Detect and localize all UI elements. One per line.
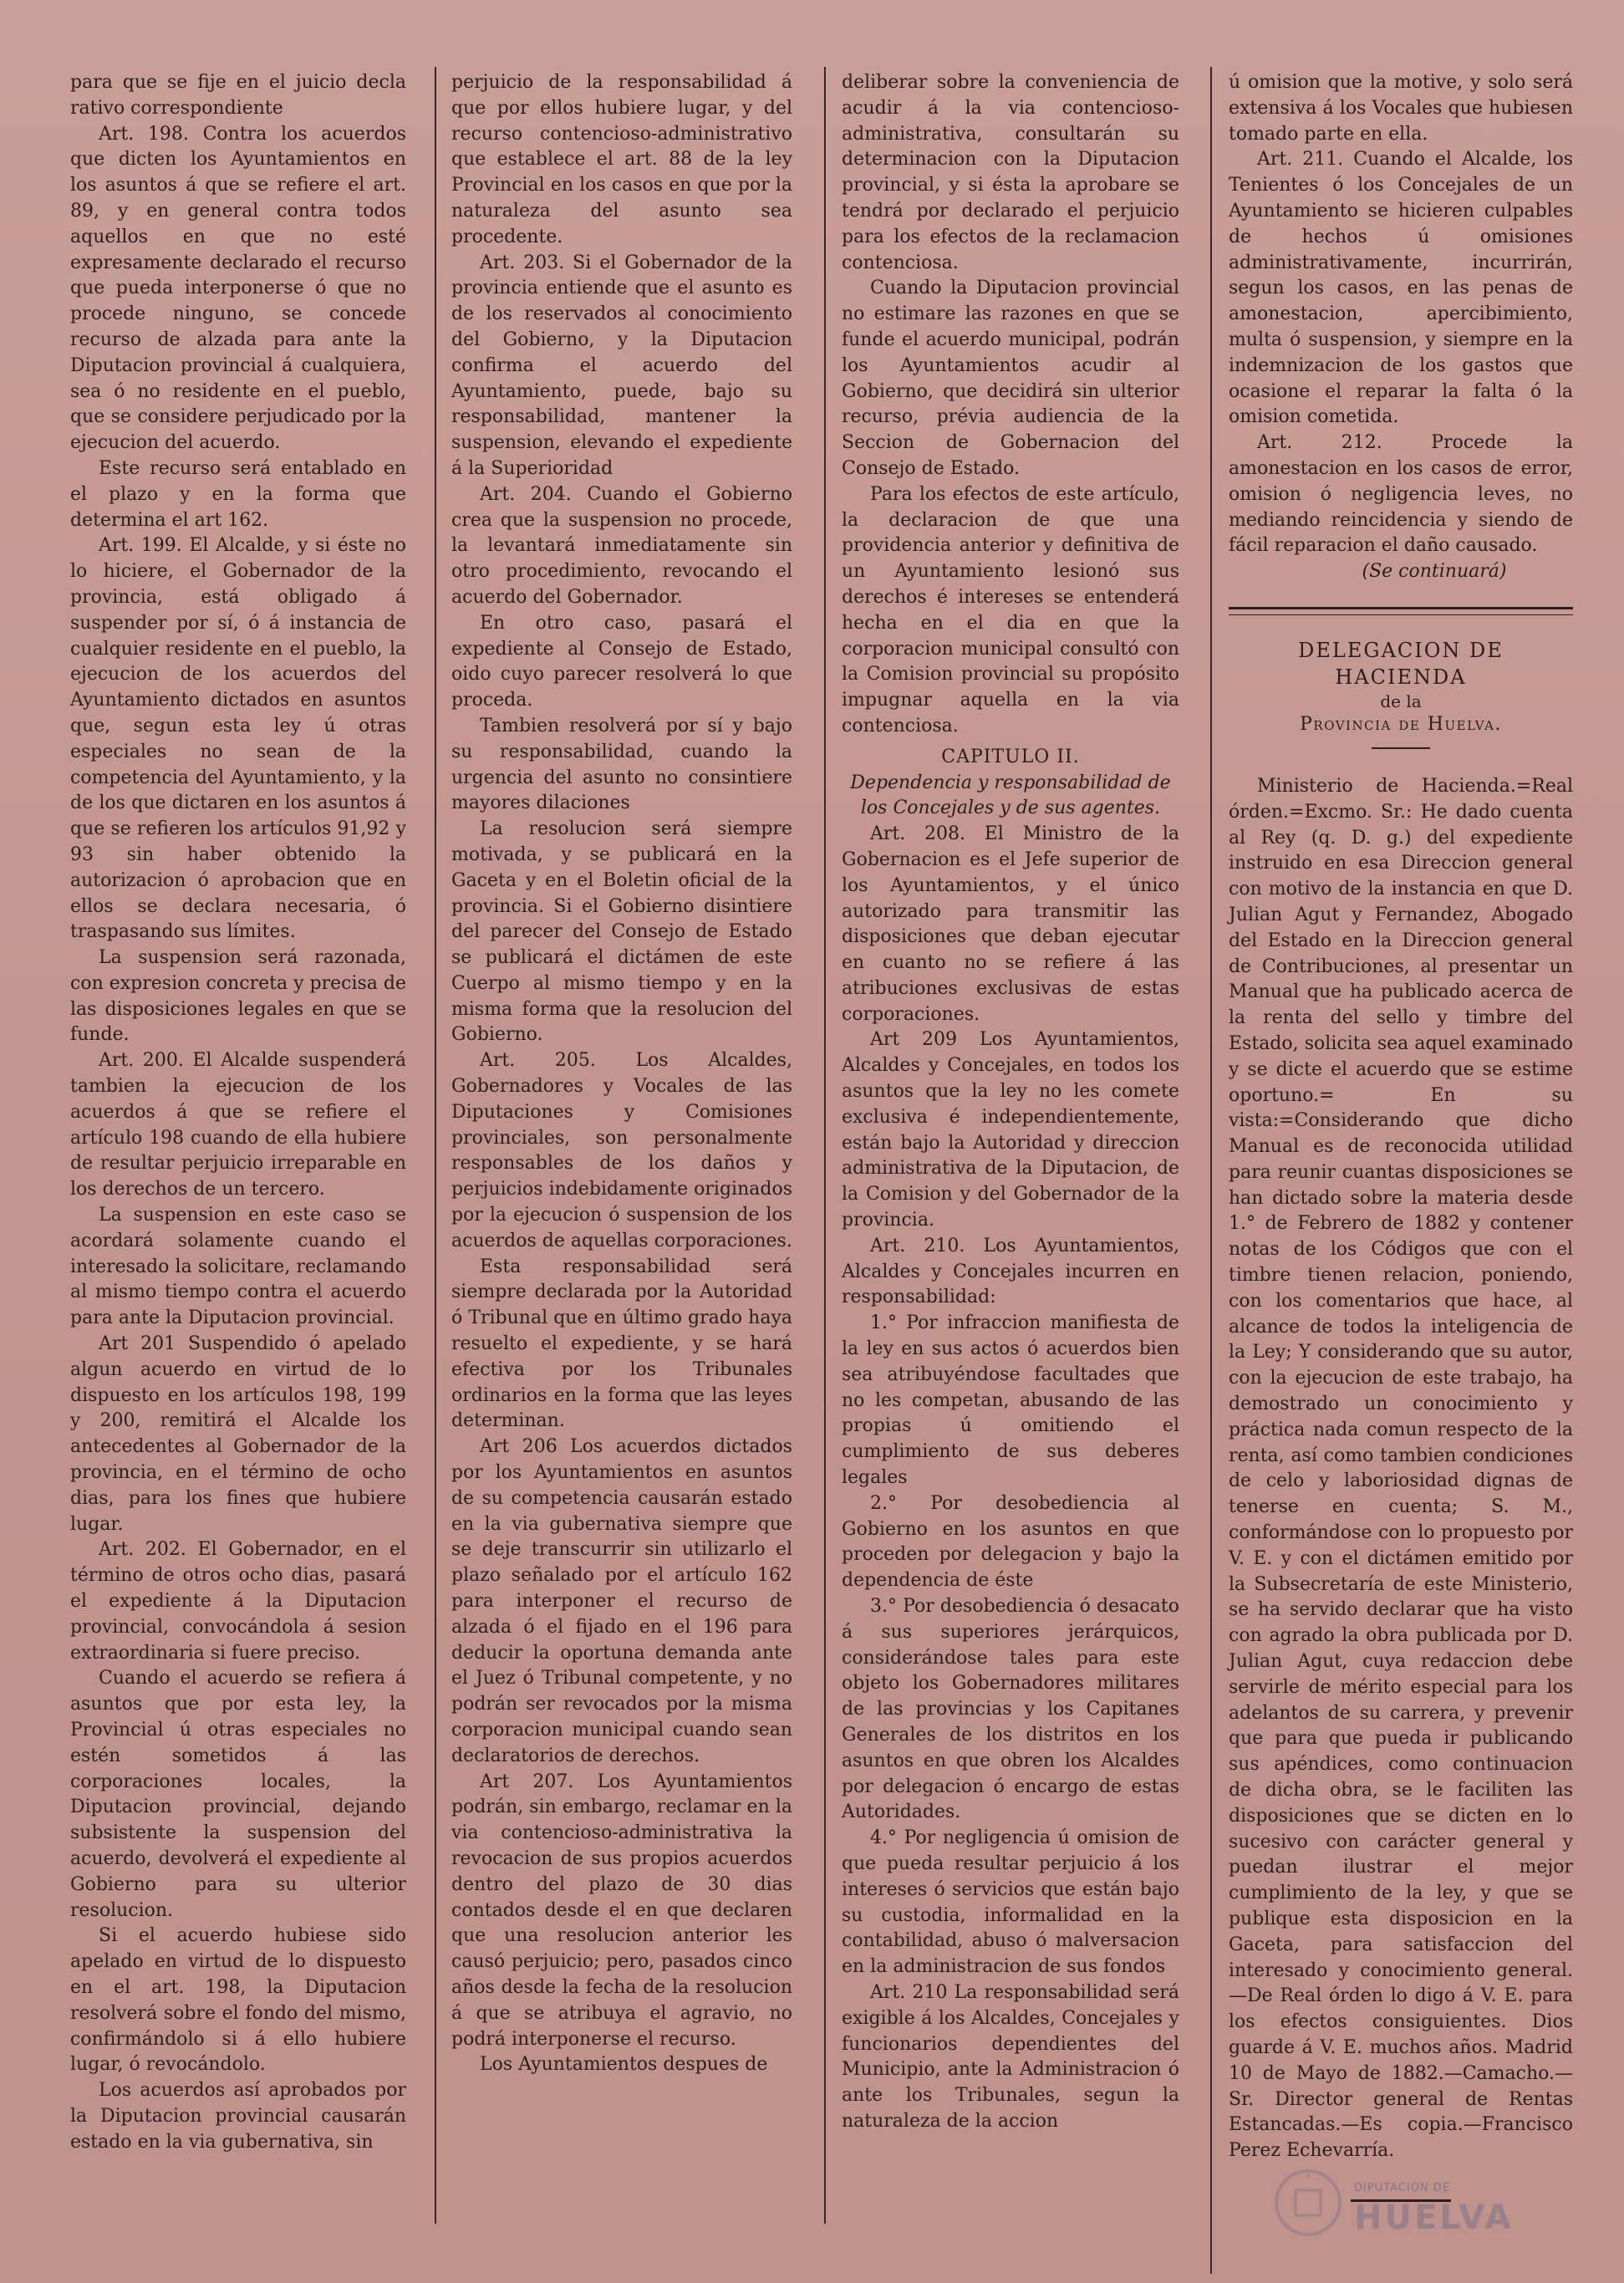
text-column-2 xyxy=(451,70,792,2078)
paragraph-art-207: Art 207. Los Ayuntamientos podrán, sin embargo, reclamar en la via contencioso-administrativa la revocacion de sus propios acuerdos dentro del plazo de 30 dias contados desde el en que declaren que una resolucion anterior les causó perjuicio; pero, pasados cinco años desde la fecha de la resolucion á que se atribuya el agravio, no podrá interponerse el recurso. xyxy=(451,1771,792,2050)
column-rule xyxy=(435,67,436,2224)
watermark-big-text: HUELVA xyxy=(1354,2199,1514,2237)
paragraph: Los acuerdos así aprobados por la Diputacion provincial causarán estado en la via gubernativa, sin xyxy=(70,2080,406,2153)
continued-note: (Se continuará) xyxy=(1362,561,1507,583)
paragraph: deliberar sobre la conveniencia de acudir á la via contencioso-administrativa, consultarán su determinacion con la Diputacion provincial, y si ésta la aprobare se tendrá por declarado el perjuicio para los efectos de la reclamacion contenciosa. xyxy=(842,72,1179,273)
paragraph: La suspension será razonada, con expresion concreta y precisa de las disposiciones legales en que se funde. xyxy=(70,947,406,1046)
paragraph: Cuando el acuerdo se refiera á asuntos que por esta ley, la Provincial ú otras especiales no estén sometidos á las corporaciones locales, la Diputacion provincial, dejando subsistente la suspension del acuerdo, devolverá el expediente al Gobierno para su ulterior resolucion. xyxy=(70,1668,406,1921)
chapter-subtitle: Dependencia y responsabilidad de los Concejales y de sus agentes. xyxy=(850,772,1171,819)
paragraph-item-3: 3.° Por desobediencia ó desacato á sus superiores jerárquicos, considerándose tales para este objeto los Gobernadores militares de las provincias y los Capitanes Generales de los distritos en los asuntos en que obren los Alcaldes por delegacion ó encargo de estas Autoridades. xyxy=(842,1596,1179,1823)
section-province: Provincia de Huelva. xyxy=(1300,713,1502,735)
paragraph-art-210: Art. 210. Los Ayuntamientos, Alcaldes y Concejales incurren en responsabilidad: xyxy=(842,1235,1179,1308)
paragraph: Tambien resolverá por sí y bajo su responsabilidad, cuando la urgencia del asunto no consintiere mayores dilaciones xyxy=(451,715,792,814)
section-divider xyxy=(1229,607,1573,615)
paragraph: En otro caso, pasará el expediente al Consejo de Estado, oido cuyo parecer resolverá lo que proceda. xyxy=(451,612,792,711)
short-rule xyxy=(1372,747,1430,749)
column-rule xyxy=(824,67,826,2224)
paragraph: para que se fije en el juicio decla rativo correspondiente xyxy=(70,72,406,119)
paragraph: Los Ayuntamientos despues de xyxy=(480,2054,768,2076)
paragraph-item-2: 2.° Por desobediencia al Gobierno en los asuntos en que proceden por delegacion y bajo la dependencia de éste xyxy=(842,1492,1179,1592)
paragraph-item-1: 1.° Por infraccion manifiesta de la ley en sus actos ó acuerdos bien sea atribuyéndose facultades que no les competan, abusando de las propias ú omitiendo el cumplimiento de sus deberes legales xyxy=(842,1312,1179,1489)
paragraph-real-orden: Ministerio de Hacienda.=Real órden.=Excmo. Sr.: He dado cuenta al Rey (q. D. g.) del expediente instruido en esa Direccion general con motivo de la instancia en que D. Julian Agut y Fernandez, Abogado del Estado en la Direccion general de Contribuciones, al presentar un Manual que ha publicado acerca de la renta del sello y timbre del Estado, solicita sea aquel examinado y se dicte el acuerdo que se estime oportuno.= En su vista:=Considerando que dicho Manual es de reconocida utilidad para reunir cuantas disposiciones se han dictado sobre la materia desde 1.° de Febrero de 1882 y contener notas de los Códigos que con el timbre tienen relacion, poniendo, con los comentarios que hace, al alcance de todos la inteligencia de la Ley; Y considerando que su autor, con la ejecucion de este trabajo, ha demostrado un conocimiento y práctica nada comun respecto de la renta, así como tambien condiciones de celo y laboriosidad dignas de tenerse en cuenta; S. M., conformándose con lo propuesto por V. E. y con el dictámen emitido por la Subsecretaría de este Ministerio, se ha servido declarar que ha visto con agrado la obra publicada por D. Julian Agut, cuya redaccion debe servirle de mérito especial para los adelantos de su carrera, y prevenir que para que pueda ir publicando sus apéndices, como continuacion de dicha obra, se le faciliten las disposiciones que se dicten en lo sucesivo con carácter general y puedan ilustrar el mejor cumplimiento de la ley, y que se publique esta disposicion en la Gaceta, para satisfaccion del interesado y conocimiento general.—De Real órden lo digo á V. E. para los efectos consiguientes. Dios guarde á V. E. muchos años. Madrid 10 de Mayo de 1882.—Camacho.—Sr. Director general de Rentas Estancadas.—Es copia.—Francisco Perez Echevarría. xyxy=(1229,775,1573,2162)
paragraph-art-209: Art 209 Los Ayuntamientos, Alcaldes y Concejales, en todos los asuntos que la ley no les comete exclusiva é independientemente, están bajo la Autoridad y direccion administrativa de la Diputacion, de la Comision y del Gobernador de la provincia. xyxy=(842,1029,1179,1231)
chapter-heading: CAPITULO II. xyxy=(941,746,1080,767)
paragraph-art-208: Art. 208. El Ministro de la Gobernacion es el Jefe superior de los Ayuntamientos, y el único autorizado para transmitir las disposiciones que deban ejecutar en cuanto no se refiere á las atribuciones exclusivas de estas corporaciones. xyxy=(842,823,1179,1025)
text-column-3 xyxy=(842,70,1179,2135)
paragraph-art-202: Art. 202. El Gobernador, en el término de otros ocho dias, pasará el expediente á la Diputacion provincial, convocándola á sesion extraordinaria si fuere preciso. xyxy=(70,1539,406,1664)
paragraph-art-204: Art. 204. Cuando el Gobierno crea que la suspension no procede, la levantará inmediatamente sin otro procedimiento, revocando el acuerdo del Gobernador. xyxy=(451,483,792,608)
text-column-1 xyxy=(70,70,406,2156)
watermark-small-text: DIPUTACIÓN DE xyxy=(1354,2182,1451,2194)
paragraph-art-201: Art 201 Suspendido ó apelado algun acuerdo en virtud de lo dispuesto en los artículos 198, 199 y 200, remitirá el Alcalde los antecedentes al Gobernador de la provincia, en el término de ocho dias, para los fines que hubiere lugar. xyxy=(70,1333,406,1535)
section-subtitle-de-la: de la xyxy=(1380,691,1422,711)
paragraph-art-198: Art. 198. Contra los acuerdos que dicten los Ayuntamientos en los asuntos á que se refiere el art. 89, y en general contra todos aquellos en que no esté expresamente declarado el recurso que pueda interponerse ó que no procede ninguno, se concede recurso de alzada para ante la Diputacion provincial á cualquiera, sea ó no residente en el pueblo, que se considere perjudicado por la ejecucion del acuerdo. xyxy=(70,123,406,454)
paragraph: La suspension en este caso se acordará solamente cuando el interesado la solicitare, reclamando al mismo tiempo contra el acuerdo para ante la Diputacion provincial. xyxy=(70,1205,406,1329)
paragraph-art-210b: Art. 210 La responsabilidad será exigible á los Alcaldes, Concejales y funcionarios dependientes del Municipio, ante la Administracion ó ante los Tribunales, segun la naturaleza de la accion xyxy=(842,1981,1179,2132)
paragraph: La resolucion será siempre motivada, y se publicará en la Gaceta y en el Boletin oficial de la provincia. Si el Gobierno disintiere del parecer del Consejo de Estado se publicará el dictámen de este Cuerpo al mismo tiempo y en la misma forma que la resolucion del Gobierno. xyxy=(451,818,792,1046)
paragraph-art-205: Art. 205. Los Alcaldes, Gobernadores y Vocales de las Diputaciones y Comisiones provinciales, son personalmente responsables de los daños y perjuicios indebidamente originados por la ejecucion ó suspension de los acuerdos de aquellas corporaciones. xyxy=(451,1050,792,1251)
paragraph: Este recurso será entablado en el plazo y en la forma que determina el art 162. xyxy=(70,457,406,531)
paragraph-art-200: Art. 200. El Alcalde suspenderá tambien la ejecucion de los acuerdos á que se refiere el artículo 198 cuando de ella hubiere de resultar perjuicio irreparable en los derechos de un tercero. xyxy=(70,1050,406,1200)
column-rule xyxy=(1210,67,1212,2274)
paragraph: Esta responsabilidad será siempre declarada por la Autoridad ó Tribunal que en último grado haya resuelto el expediente, y se hará efectiva por los Tribunales ordinarios en la forma que las leyes determinan. xyxy=(451,1256,792,1432)
paragraph-art-199: Art. 199. El Alcalde, y si éste no lo hiciere, el Gobernador de la provincia, está obligado á suspender por sí, ó á instancia de cualquier residente en el pueblo, la ejecucion de los acuerdos del Ayuntamiento dictados en asuntos que, segun esta ley ú otras especiales no sean de la competencia del Ayuntamiento, y la de los que dictaren en los asuntos á que se refieren los artículos 91,92 y 93 sin haber obtenido la autorizacion ó aprobacion que en ellos se declara necesaria, ó traspasando sus límites. xyxy=(70,535,406,943)
paragraph: Cuando la Diputacion provincial no estimare las razones en que se funde el acuerdo municipal, podrán los Ayuntamientos acudir al Gobierno, que decidirá sin ulterior recurso, prévia audiencia de la Seccion de Gobernacion del Consejo de Estado. xyxy=(842,278,1179,479)
paragraph-art-206: Art 206 Los acuerdos dictados por los Ayuntamientos en asuntos de su competencia causarán estado en la via gubernativa siempre que se deje transcurrir sin utilizarlo el plazo señalado por el artículo 162 para interponer el recurso de alzada ó el fijado en el 196 para deducir la oportuna demanda ante el Juez ó Tribunal competente, y no podrán ser revocados por la misma corporacion municipal cuando sean declaratorios de derechos. xyxy=(451,1436,792,1766)
paragraph: ú omision que la motive, y solo será extensiva á los Vocales que hubiesen tomado parte en ella. xyxy=(1229,72,1573,145)
paragraph-item-4: 4.° Por negligencia ú omision de que pueda resultar perjuicio á los intereses ó servicios que están bajo su custodia, informalidad en la contabilidad, abuso ó malversacion en la administracion de sus fondos xyxy=(842,1827,1179,1978)
paragraph: perjuicio de la responsabilidad á que por ellos hubiere lugar, y del recurso contencioso-administrativo que establece el art. 88 de la ley Provincial en los casos en que por la naturaleza del asunto sea procedente. xyxy=(451,72,792,247)
paragraph-art-211: Art. 211. Cuando el Alcalde, los Tenientes ó los Concejales de un Ayuntamiento se hicieren culpables de hechos ú omisiones administrativamente, incurrirán, segun los casos, en las penas de amonestacion, apercibimiento, multa ó suspension, y siempre en la indemnizacion de los gastos que ocasione el reparar la falta ó la omision cometida. xyxy=(1229,149,1573,428)
paragraph: Si el acuerdo hubiese sido apelado en virtud de lo dispuesto en el art. 198, la Diputacion resolverá sobre el fondo del mismo, confirmándolo si á ello hubiere lugar, ó revocándolo. xyxy=(70,1925,406,2076)
section-title: DELEGACION DE HACIENDA xyxy=(1298,638,1504,689)
paragraph: Para los efectos de este artículo, la declaracion de que una providencia anterior y definitiva de un Ayuntamiento lesionó sus derechos é intereses se entenderá hecha en el dia en que la corporacion municipal consultó con la Comision provincial su propósito impugnar aquella en la via contenciosa. xyxy=(842,483,1179,736)
paragraph-art-203: Art. 203. Si el Gobernador de la provincia entiende que el asunto es de los reservados al conocimiento del Gobierno, y la Diputacion confirma el acuerdo del Ayuntamiento, puede, bajo su responsabilidad, mantener la suspension, elevando el expediente á la Superioridad xyxy=(451,252,792,479)
paragraph-art-212: Art. 212. Procede la amonestacion en los casos de error, omision ó negligencia leves, no mediando reincidencia y siendo de fácil reparacion el daño causado. xyxy=(1229,432,1573,557)
text-column-4 xyxy=(1229,70,1573,2202)
